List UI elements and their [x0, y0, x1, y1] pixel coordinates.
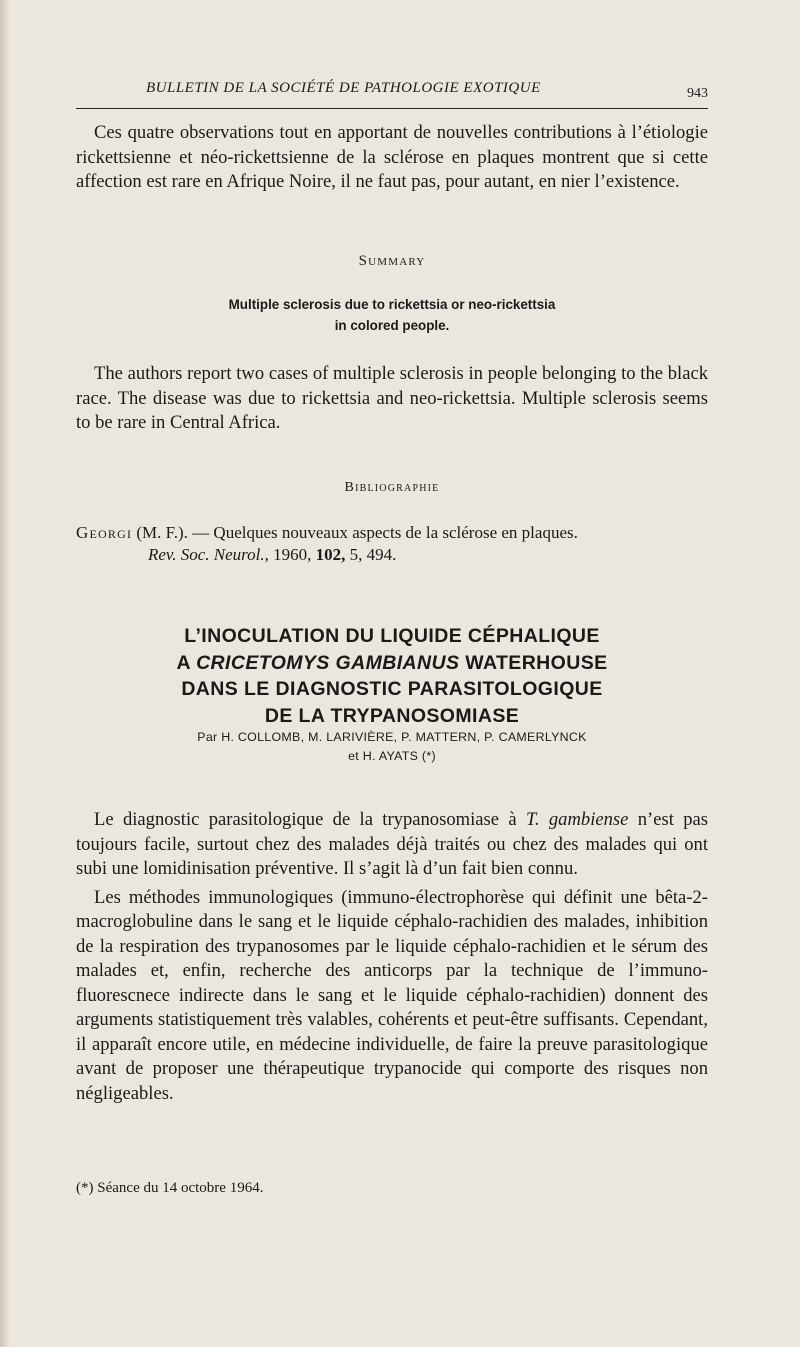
running-header — [76, 80, 708, 106]
article-body — [76, 808, 708, 1106]
article-title-species: CRICETOMYS GAMBIANUS — [196, 651, 460, 674]
para1-text-start: Le diagnostic parasitologique de la trypanosomiase à — [94, 809, 517, 830]
article-paragraph-1 — [76, 808, 708, 882]
reference-author: Georgi — [76, 523, 133, 542]
page-number: 943 — [687, 86, 708, 101]
summary-text: The authors report two cases of multiple sclerosis in people belonging to the black race. The disease was due to rickettsia and neo-rickettsia. Multiple sclerosis seems to be rare in Central Africa. — [76, 363, 708, 433]
authors-line1: Par H. COLLOMB, M. LARIVIÈRE, P. MATTERN, P. CAMERLYNCK — [197, 730, 587, 744]
article-title-line2 — [76, 650, 708, 677]
reference-line1 — [76, 522, 708, 544]
article-title-suffix: WATERHOUSE — [465, 651, 608, 674]
article-paragraph-2: Les méthodes immunologiques (immuno-électrophorèse qui définit une bêta-2-macroglobuline dans le sang et le liquide céphalo-rachidien des malades, inhibition de la respiration des trypanosomes par le liquide céphalo-rachidien et le sérum des malades et, enfin, recherche des anticorps par la technique de l’immuno-fluorescnece indirecte dans le sang et le liquide céphalo-rachidien) donnent des arguments statistiquement très valables, cohérents et peut-être suffisants. Cependant, il apparaît encore utile, en médecine individuelle, de faire la preuve parasitologique avant de proposer une thérapeutique trypanocide qui comporte des risques non négligeables. — [76, 886, 708, 1104]
reference-initials: (M. F.). — [136, 523, 188, 542]
footnote — [76, 1180, 708, 1197]
article-authors — [76, 728, 708, 766]
reference-journal: Rev. Soc. Neurol. — [148, 545, 265, 564]
page-gutter-shadow — [0, 0, 10, 1347]
article-title-line3: DANS LE DIAGNOSTIC PARASITOLOGIQUE — [181, 678, 603, 700]
reference-line2: Rev. Soc. Neurol., 1960, 102, 5, 494. — [148, 545, 397, 564]
article-title-prefix: A — [176, 651, 191, 674]
article-title — [76, 623, 708, 729]
intro-paragraph: Ces quatre observations tout en apportant de nouvelles contributions à l’étiologie rickettsienne et néo-rickettsienne de la sclérose en plaques montrent que si cette affection est rare en Afrique Noire, il ne faut pas, pour autant, en nier l’existence. — [76, 122, 708, 192]
para1-text-end: n’est pas toujours facile, surtout chez des malades déjà traités ou chez des malades qui ont subi une lomidinisation préventive. Il s’agit là d’un fait bien connu. — [76, 809, 709, 879]
intro-section — [76, 121, 708, 195]
bibliography-heading: Bibliographie — [344, 480, 440, 495]
bibliography-entry — [76, 522, 708, 566]
journal-title: BULLETIN DE LA SOCIÉTÉ DE PATHOLOGIE EXOTIQUE — [146, 80, 541, 96]
summary-section — [76, 362, 708, 436]
footnote-marker: (*) — [76, 1180, 94, 1196]
article-title-line1: L’INOCULATION DU LIQUIDE CÉPHALIQUE — [184, 625, 600, 647]
reference-dash: — — [192, 523, 210, 542]
footnote-text: Séance du 14 octobre 1964. — [97, 1180, 264, 1196]
reference-year: 1960, — [273, 545, 312, 564]
summary-subtitle-line2: in colored people. — [334, 318, 450, 333]
summary-subtitle — [76, 294, 708, 336]
article-title-line4: DE LA TRYPANOSOMIASE — [264, 704, 520, 727]
summary-subtitle-line1: Multiple sclerosis due to rickettsia or neo-rickettsia — [228, 297, 556, 312]
reference-title: Quelques nouveaux aspects de la sclérose en plaques. — [213, 523, 578, 542]
authors-line2: et H. AYATS (*) — [348, 749, 436, 763]
para1-species: T. gambiense — [525, 809, 629, 830]
reference-issue-pages: 5, 494. — [349, 545, 397, 564]
reference-volume: 102, — [315, 545, 346, 564]
summary-heading: Summary — [358, 253, 426, 269]
header-rule — [76, 108, 708, 109]
